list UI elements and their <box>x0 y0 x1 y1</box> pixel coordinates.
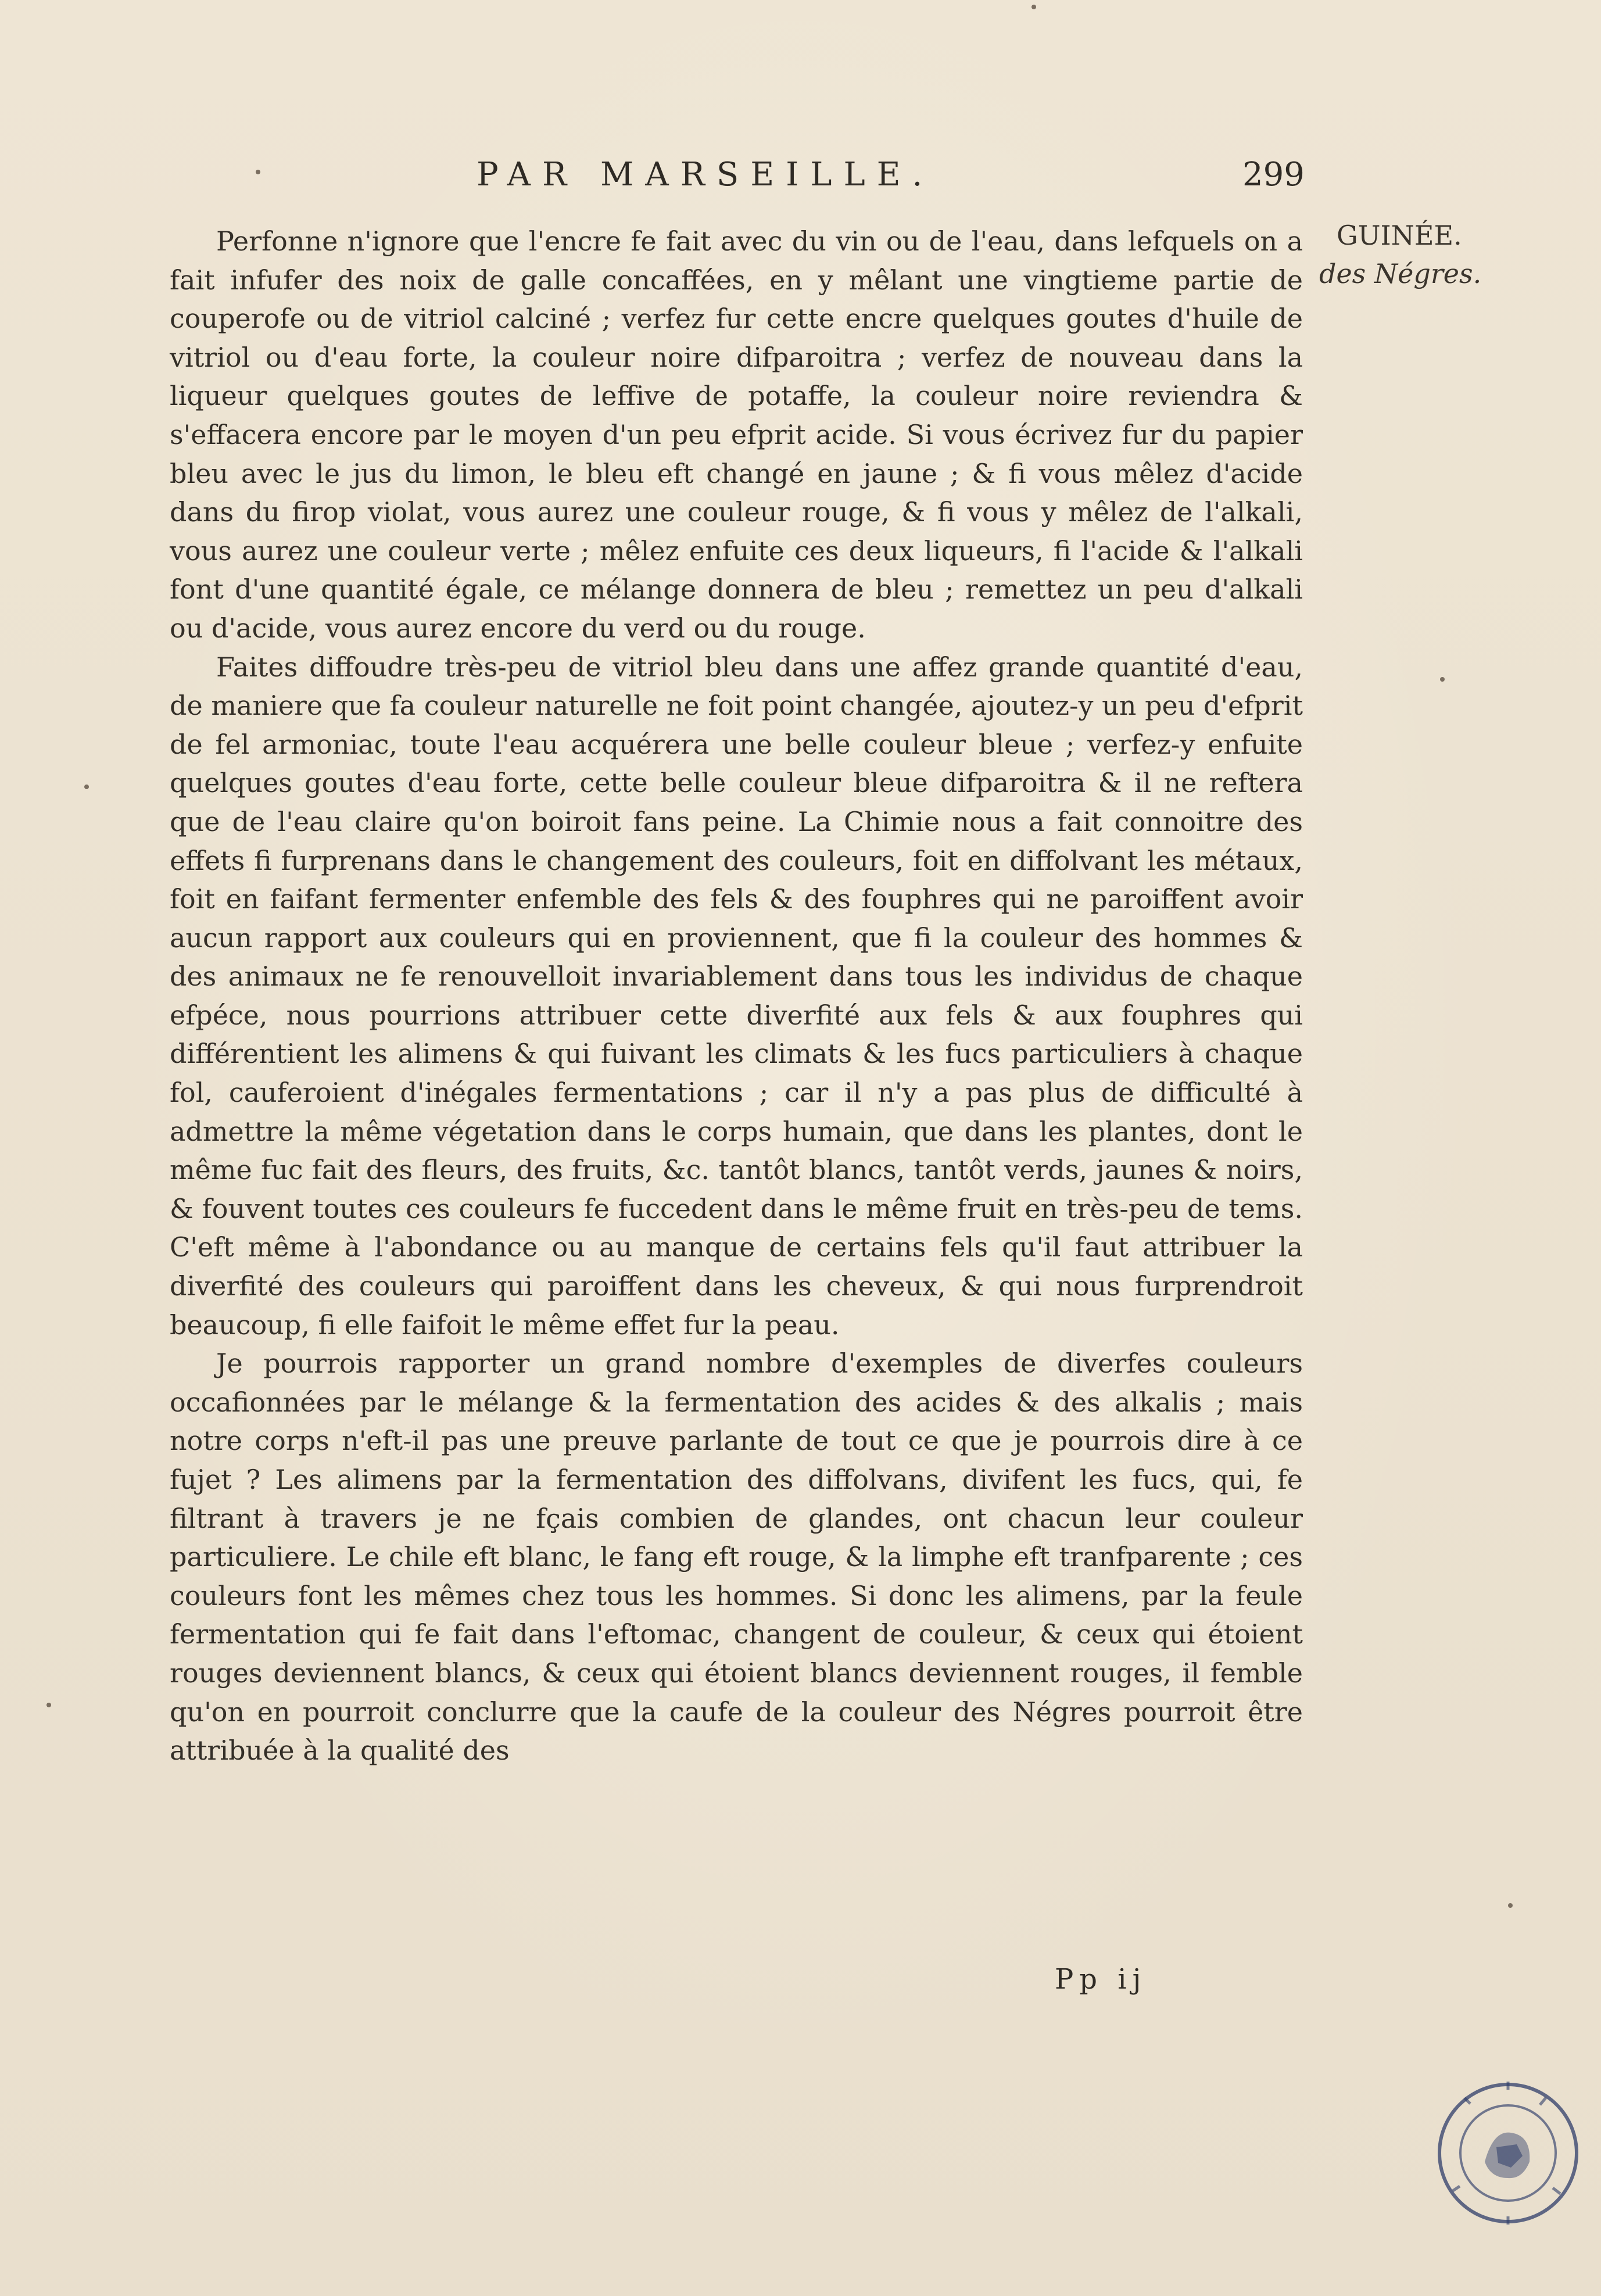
running-title: PAR MARSEILLE. <box>477 156 934 194</box>
ink-speck <box>1440 677 1445 682</box>
signature-mark: Pp ij <box>1055 1963 1147 1996</box>
page-number: 299 <box>1242 156 1305 194</box>
margin-note-place: GUINÉE. <box>1337 220 1462 251</box>
ink-speck <box>1031 5 1036 9</box>
margin-note-topic: des Négres. <box>1319 258 1482 289</box>
margin-note <box>1319 216 1482 293</box>
ink-speck <box>84 785 89 789</box>
body-text <box>170 222 1303 1770</box>
paragraph-2: Faites diffoudre très-peu de vitriol bleu dans une affez grande quantité d'eau, de maniere que fa couleur naturelle ne foit point changée, ajoutez-y un peu d'efprit de fel armoniac, toute l'eau acquérera une belle couleur bleue ; verfez-y enfuite quelques goutes d'eau forte, cette belle couleur bleue difparoitra & il ne reftera que de l'eau claire qu'on boiroit fans peine. La Chimie nous a fait connoitre des effets fi furprenans dans le changement des couleurs, foit en diffolvant les métaux, foit en faifant fermenter enfemble des fels & des fouphres qui ne paroiffent avoir aucun rapport aux couleurs qui en proviennent, que fi la couleur des hommes & des animaux ne fe renouvelloit invariablement dans tous les individus de chaque efpéce, nous pourrions attribuer cette diverfité aux fels & aux fouphres qui différentient les alimens & qui fuivant les climats & les fucs particuliers à chaque fol, cauferoient d'inégales fermentations ; car il n'y a pas plus de difficulté à admettre la même végetation dans le corps humain, que dans les plantes, dont le même fuc fait des fleurs, des fruits, &c. tantôt blancs, tantôt verds, jaunes & noirs, & fouvent toutes ces couleurs fe fuccedent dans le même fruit en très-peu de tems. C'eft même à l'abondance ou au manque de certains fels qu'il faut attribuer la diverfité des couleurs qui paroiffent dans les cheveux, & qui nous furprendroit beaucoup, fi elle faifoit le même effet fur la peau. <box>170 651 1303 1341</box>
paragraph-3: Je pourrois rapporter un grand nombre d'exemples de diverfes couleurs occafionnées par le mélange & la fermentation des acides & des alkalis ; mais notre corps n'eft-il pas une preuve parlante de tout ce que je pourrois dire à ce fujet ? Les alimens par la fermentation des diffolvans, divifent les fucs, qui, fe filtrant à travers je ne fçais combien de glandes, ont chacun leur couleur particuliere. Le chile eft blanc, le fang eft rouge, & la limphe eft tranfparente ; ces couleurs font les mêmes chez tous les hommes. Si donc les alimens, par la feule fermentation qui fe fait dans l'eftomac, changent de couleur, & ceux qui étoient rouges deviennent blancs, & ceux qui étoient blancs deviennent rouges, il femble qu'on en pourroit conclurre que la caufe de la couleur des Négres pourroit être attribuée à la qualité des <box>170 1348 1303 1767</box>
ink-speck <box>46 1703 51 1707</box>
ink-speck <box>1508 1903 1513 1908</box>
ink-speck <box>256 170 260 174</box>
library-seal-icon <box>1430 2075 1586 2231</box>
paragraph-1: Perfonne n'ignore que l'encre fe fait avec du vin ou de l'eau, dans lefquels on a fait infufer des noix de galle concaffées, en y mêlant une vingtieme partie de couperofe ou de vitriol calciné ; verfez fur cette encre quelques goutes d'huile de vitriol ou d'eau forte, la couleur noire difparoitra ; verfez de nouveau dans la liqueur quelques goutes de leffive de potaffe, la couleur noire reviendra & s'effacera encore par le moyen d'un peu efprit acide. Si vous écrivez fur du papier bleu avec le jus du limon, le bleu eft changé en jaune ; & fi vous mêlez d'acide dans du firop violat, vous aurez une couleur rouge, & fi vous y mêlez de l'alkali, vous aurez une couleur verte ; mêlez enfuite ces deux liqueurs, fi l'acide & l'alkali font d'une quantité égale, ce mélange donnera de bleu ; remettez un peu d'alkali ou d'acide, vous aurez encore du verd ou du rouge. <box>170 225 1303 644</box>
